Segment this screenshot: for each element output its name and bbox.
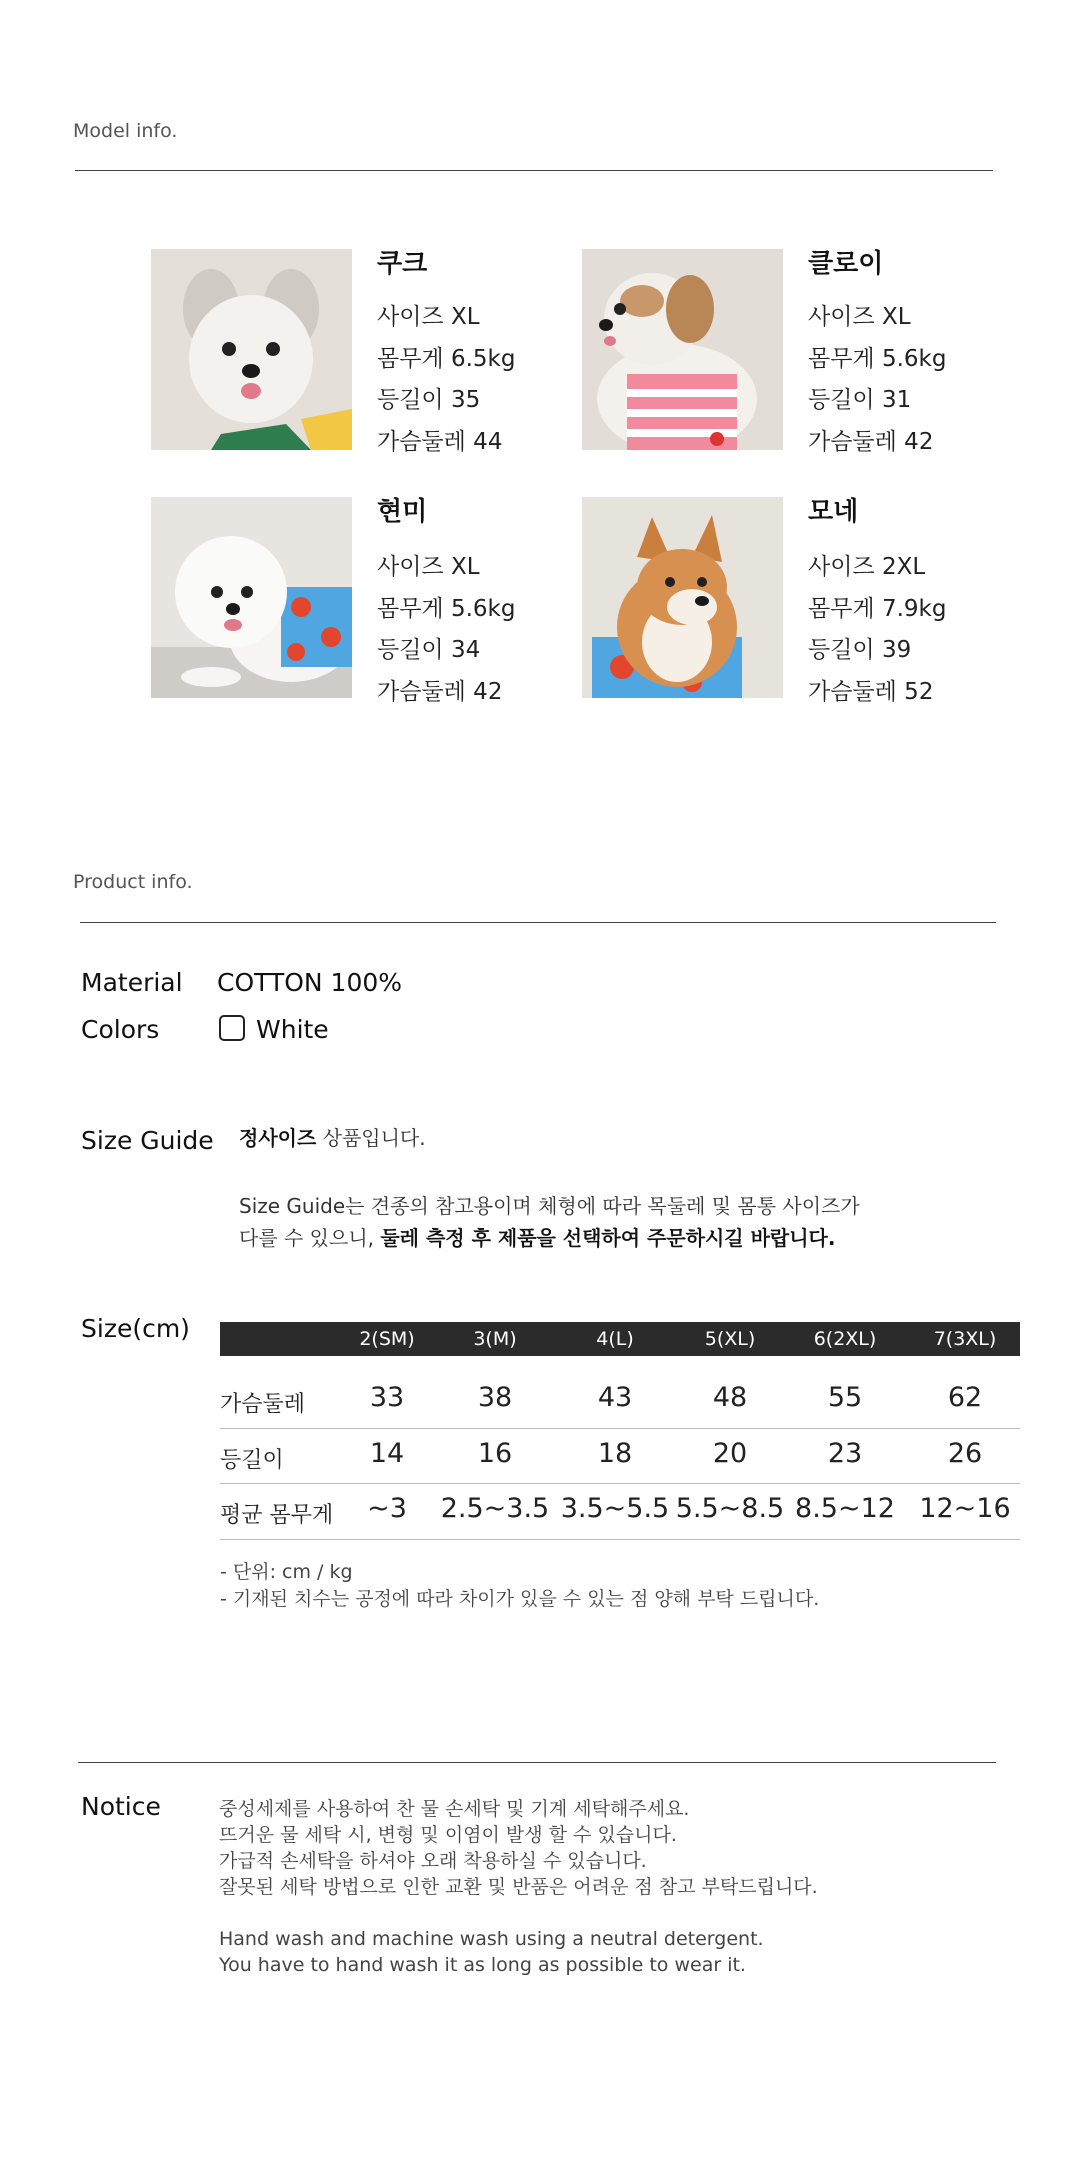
- table-row-divider: [220, 1539, 1020, 1540]
- model-back-length: 등길이 39: [808, 637, 912, 663]
- size-col-header: 7(3XL): [933, 1328, 997, 1350]
- model-size: 사이즈 2XL: [808, 554, 926, 580]
- model-back-length: 등길이 31: [808, 387, 912, 413]
- color-value: White: [256, 1015, 329, 1044]
- size-cell: 20: [712, 1438, 748, 1469]
- size-cell: 43: [597, 1382, 633, 1413]
- model-photo-cook: [151, 249, 352, 450]
- model-info-label: Model info.: [73, 120, 178, 142]
- model-chest: 가슴둘레 44: [377, 429, 503, 455]
- size-cell: 33: [369, 1382, 405, 1413]
- size-table-header: [220, 1322, 1020, 1356]
- size-cell: 38: [477, 1382, 513, 1413]
- model-size: 사이즈 XL: [377, 304, 480, 330]
- size-note-unit: - 단위: cm / kg: [220, 1561, 353, 1583]
- notice-line: 중성세제를 사용하여 찬 물 손세탁 및 기계 세탁해주세요.: [219, 1798, 690, 1820]
- model-size: 사이즈 XL: [808, 304, 911, 330]
- size-guide-text: 상품입니다.: [316, 1126, 426, 1150]
- notice-english-line: Hand wash and machine wash using a neutral detergent.: [219, 1928, 764, 1950]
- size-cell: 2.5~3.5: [440, 1493, 550, 1524]
- model-back-length: 등길이 35: [377, 387, 481, 413]
- notice-line: 가급적 손세탁을 하셔야 오래 착용하실 수 있습니다.: [219, 1850, 647, 1872]
- model-name: 모네: [808, 497, 859, 527]
- size-col-header: 6(2XL): [813, 1328, 877, 1350]
- size-cell: 48: [712, 1382, 748, 1413]
- notice-divider: [78, 1762, 996, 1763]
- notice-line: 뜨거운 물 세탁 시, 변형 및 이염이 발생 할 수 있습니다.: [219, 1824, 677, 1846]
- notice-line: 잘못된 세탁 방법으로 인한 교환 및 반품은 어려운 점 참고 부탁드립니다.: [219, 1876, 818, 1898]
- size-cell: 26: [947, 1438, 983, 1469]
- model-photo-chloe: [582, 249, 783, 450]
- model-name: 클로이: [808, 249, 884, 279]
- size-row-label: 평균 몸무게: [220, 1503, 334, 1528]
- material-label: Material: [81, 968, 183, 997]
- size-row-label: 등길이: [220, 1448, 284, 1473]
- size-guide-line-1: [239, 1122, 426, 1154]
- table-row-divider: [220, 1483, 1020, 1484]
- size-col-header: 4(L): [596, 1328, 634, 1350]
- model-weight: 몸무게 5.6kg: [377, 596, 516, 622]
- size-cell: 18: [597, 1438, 633, 1469]
- size-cell: 8.5~12: [795, 1493, 895, 1524]
- size-cell: 5.5~8.5: [675, 1493, 785, 1524]
- product-info-divider: [80, 922, 996, 923]
- size-row-label: 가슴둘레: [220, 1392, 306, 1417]
- model-back-length: 등길이 34: [377, 637, 481, 663]
- model-size: 사이즈 XL: [377, 554, 480, 580]
- size-guide-line-2: Size Guide는 견종의 참고용이며 체형에 따라 목둘레 및 몸통 사이즈가: [239, 1194, 860, 1218]
- size-cell: 55: [827, 1382, 863, 1413]
- size-note-disclaimer: - 기재된 치수는 공정에 따라 차이가 있을 수 있는 점 양해 부탁 드립니다.: [220, 1588, 820, 1610]
- product-info-label: Product info.: [73, 871, 193, 893]
- colors-label: Colors: [81, 1015, 160, 1044]
- material-value: COTTON 100%: [217, 968, 403, 997]
- model-weight: 몸무게 6.5kg: [377, 346, 516, 372]
- model-info-divider: [75, 170, 993, 171]
- model-name: 쿠크: [377, 249, 428, 279]
- size-col-header: 3(M): [473, 1328, 517, 1350]
- size-guide-line-3: [239, 1222, 835, 1254]
- size-table-label: Size(cm): [81, 1314, 190, 1343]
- model-photo-monet: [582, 497, 783, 698]
- notice-label: Notice: [81, 1792, 161, 1821]
- size-cell: 16: [477, 1438, 513, 1469]
- notice-english-line: You have to hand wash it as long as possible to wear it.: [219, 1954, 746, 1976]
- size-guide-emphasis: 둘레 측정 후 제품을 선택하여 주문하시길 바랍니다.: [380, 1226, 836, 1250]
- size-cell: 23: [827, 1438, 863, 1469]
- size-guide-text: 다를 수 있으니,: [239, 1226, 381, 1250]
- size-cell: 3.5~5.5: [560, 1493, 670, 1524]
- size-guide-emphasis: 정사이즈: [239, 1126, 317, 1150]
- model-photo-hyunmi: [151, 497, 352, 698]
- size-guide-label: Size Guide: [81, 1126, 214, 1155]
- model-name: 현미: [377, 497, 428, 527]
- size-cell: ~3: [367, 1493, 407, 1524]
- model-chest: 가슴둘레 42: [808, 429, 934, 455]
- size-col-header: 2(SM): [359, 1328, 415, 1350]
- size-cell: 62: [947, 1382, 983, 1413]
- model-chest: 가슴둘레 52: [808, 679, 934, 705]
- model-weight: 몸무게 7.9kg: [808, 596, 947, 622]
- model-weight: 몸무게 5.6kg: [808, 346, 947, 372]
- model-chest: 가슴둘레 42: [377, 679, 503, 705]
- table-row-divider: [220, 1428, 1020, 1429]
- size-cell: 14: [369, 1438, 405, 1469]
- size-cell: 12~16: [919, 1493, 1011, 1524]
- color-swatch-white: [219, 1015, 245, 1041]
- size-col-header: 5(XL): [704, 1328, 756, 1350]
